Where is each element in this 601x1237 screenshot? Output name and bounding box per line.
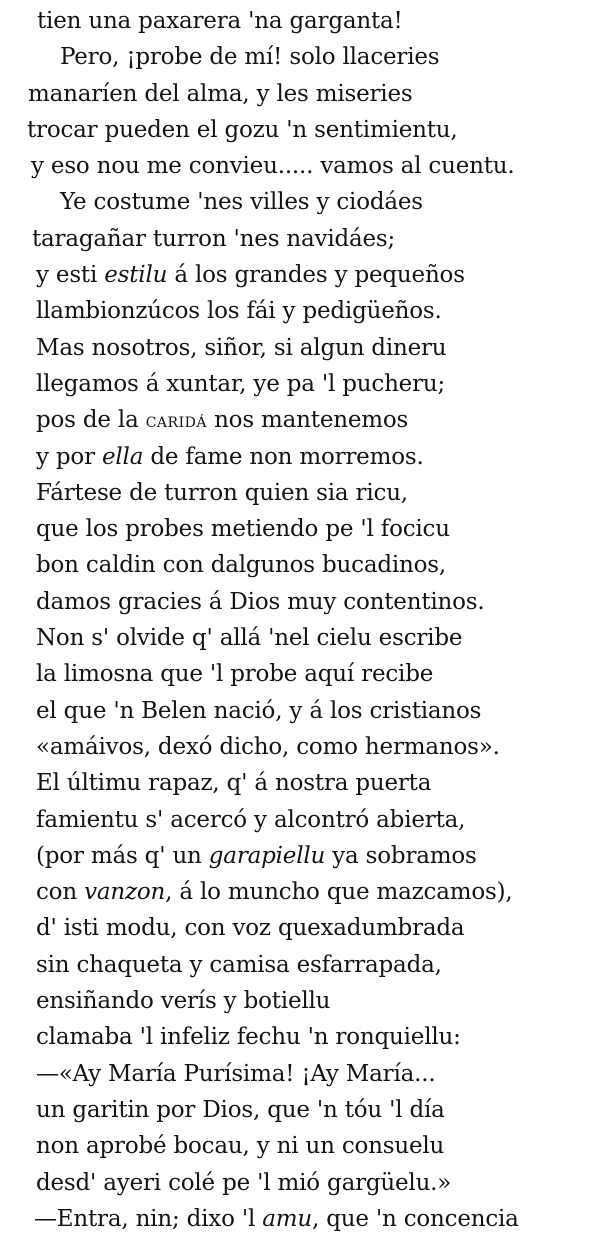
line-text: clamaba 'l infeliz fechu 'n ronquiellu: (36, 1024, 461, 1051)
poem-line (0, 3, 601, 39)
poem-line (0, 1201, 601, 1237)
poem-line (0, 1019, 601, 1055)
italic-word: ella (101, 443, 144, 470)
line-text: , que 'n concencia (311, 1205, 519, 1232)
poem-line (0, 76, 601, 112)
line-text: la limosna que 'l probe aquí recibe (36, 661, 434, 688)
poem-line (0, 947, 601, 983)
poem-line (0, 39, 601, 75)
line-text: y por (36, 443, 102, 470)
line-text: ensiñando verís y botiellu (36, 988, 331, 1015)
poem-line (0, 1128, 601, 1164)
line-text: el que 'n Belen nació, y á los cristianos (36, 697, 482, 724)
line-text: nos mantenemos (206, 407, 409, 434)
poem-line (0, 656, 601, 692)
italic-word: garapiellu (208, 842, 326, 869)
italic-word: estilu (104, 262, 168, 289)
line-text: d' isti modu, con voz quexadumbrada (36, 915, 465, 942)
poem-line (0, 620, 601, 656)
line-text: sin chaqueta y camisa esfarrapada, (36, 951, 442, 978)
poem-line (0, 693, 601, 729)
line-text: Ye costume 'nes villes y ciodáes (60, 189, 423, 216)
line-text: de fame non morremos. (143, 443, 424, 470)
poem-line (0, 475, 601, 511)
poem-line (0, 838, 601, 874)
line-text: tien una paxarera 'na garganta! (37, 8, 403, 34)
line-text: —Entra, nin; dixo 'l (34, 1205, 263, 1232)
poem-line (0, 439, 601, 475)
poem-line (0, 511, 601, 547)
line-text: Mas nosotros, siñor, si algun dineru (36, 334, 447, 361)
italic-word: amu (262, 1205, 312, 1232)
poem-text (0, 3, 601, 1237)
poem-line (0, 184, 601, 220)
line-text: famientu s' acercó y alcontró abierta, (36, 806, 466, 833)
poem-line (0, 910, 601, 946)
italic-word: vanzon (84, 879, 166, 906)
line-text: con (36, 879, 85, 906)
poem-line (0, 584, 601, 620)
line-text: pos de la (36, 407, 146, 434)
line-text: Pero, ¡probe de mí! solo llaceries (60, 44, 440, 71)
poem-line (0, 874, 601, 910)
line-text: Non s' olvide q' allá 'nel cielu escribe (36, 625, 463, 652)
line-text: bon caldin con dalgunos bucadinos, (36, 552, 446, 579)
line-text: —«Ay María Purísima! ¡Ay María... (36, 1060, 436, 1087)
line-text: , á lo muncho que mazcamos), (165, 879, 513, 906)
line-text: non aprobé bocau, y ni un consuelu (36, 1133, 445, 1160)
poem-line (0, 729, 601, 765)
line-text: trocar pueden el gozu 'n sentimientu, (27, 116, 458, 143)
line-text: Fártese de turron quien sia ricu, (36, 479, 408, 506)
poem-line (0, 402, 601, 438)
line-text: que los probes metiendo pe 'l focicu (36, 516, 450, 543)
poem-line (0, 547, 601, 583)
poem-line (0, 366, 601, 402)
small-caps-word: caridá (145, 408, 207, 433)
poem-line (0, 148, 601, 184)
line-text: y esti (36, 262, 105, 289)
line-text: El últimu rapaz, q' á nostra puerta (36, 770, 432, 797)
line-text: (por más q' un (36, 842, 209, 869)
poem-line (0, 983, 601, 1019)
line-text: «amáivos, dexó dicho, como hermanos». (36, 733, 500, 760)
poem-line (0, 765, 601, 801)
poem-line (0, 1056, 601, 1092)
poem-line (0, 112, 601, 148)
line-text: llegamos á xuntar, ye pa 'l pucheru; (36, 370, 446, 397)
line-text: un garitin por Dios, que 'n tóu 'l día (36, 1096, 445, 1123)
line-text: taragañar turron 'nes navidáes; (32, 225, 396, 252)
line-text: á los grandes y pequeños (167, 262, 465, 289)
poem-line (0, 257, 601, 293)
line-text: desd' ayeri colé pe 'l mió gargüelu.» (36, 1169, 452, 1196)
line-text: y eso nou me convieu..... vamos al cuentu. (31, 153, 515, 180)
line-text: damos gracies á Dios muy contentinos. (36, 588, 485, 615)
line-text: ya sobramos (325, 842, 477, 869)
line-text: manaríen del alma, y les miseries (28, 80, 413, 107)
poem-line (0, 293, 601, 329)
poem-line (0, 802, 601, 838)
poem-line (0, 330, 601, 366)
line-text: llambionzúcos los fái y pedigüeños. (36, 298, 442, 325)
poem-line (0, 1165, 601, 1201)
poem-line (0, 1092, 601, 1128)
poem-line (0, 221, 601, 257)
